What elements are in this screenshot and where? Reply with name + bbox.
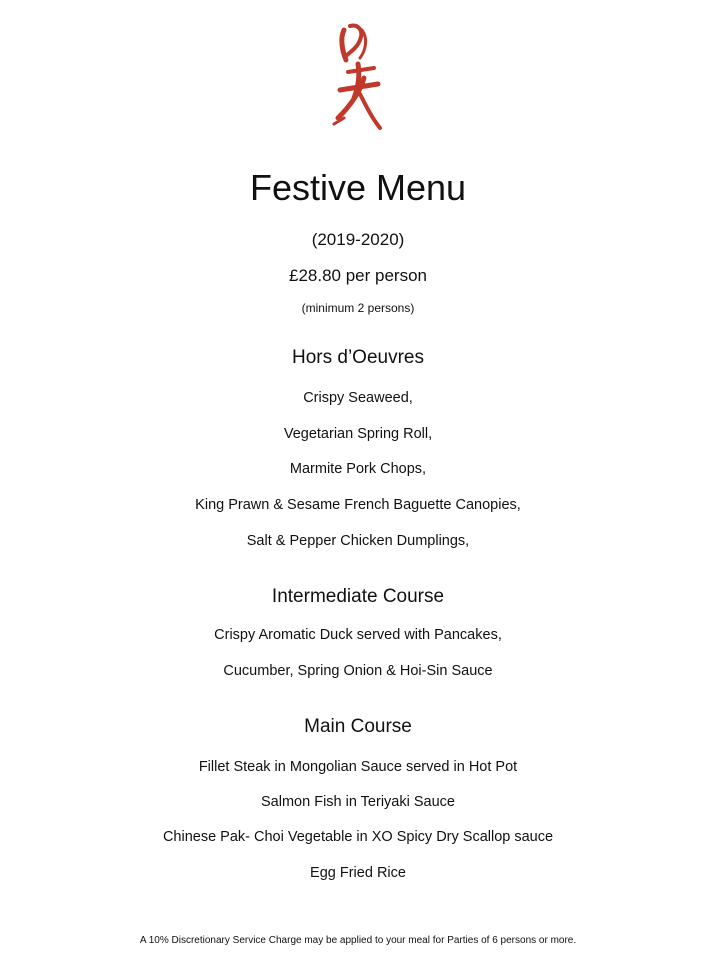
red-calligraphy-logo-icon (324, 20, 394, 142)
menu-minimum: (minimum 2 persons) (301, 301, 415, 315)
menu-item: Egg Fried Rice (310, 865, 406, 881)
section-heading-main-course: Main Course (304, 716, 412, 737)
menu-item: Marmite Pork Chops, (289, 461, 427, 477)
menu-item: Salmon Fish in Teriyaki Sauce (261, 794, 455, 810)
section-heading-hors-doeuvres: Hors d’Oeuvres (292, 347, 424, 368)
menu-item: Crispy Seaweed, (303, 390, 413, 406)
menu-item: Vegetarian Spring Roll, (283, 426, 433, 442)
menu-price: £28.80 per person (289, 266, 427, 285)
menu-item: King Prawn & Sesame French Baguette Canopies, (195, 497, 521, 513)
menu-item: Crispy Aromatic Duck served with Pancakes, (214, 627, 502, 643)
section-heading-intermediate-course: Intermediate Course (271, 586, 445, 607)
menu-title: Festive Menu (249, 167, 467, 208)
menu-item: Salt & Pepper Chicken Dumplings, (246, 533, 470, 549)
menu-item: Fillet Steak in Mongolian Sauce served in Hot Pot (198, 759, 518, 775)
menu-item: Cucumber, Spring Onion & Hoi-Sin Sauce (223, 663, 493, 679)
service-charge-note: A 10% Discretionary Service Charge may be applied to your meal for Parties of 6 persons or more. (139, 935, 577, 946)
menu-item: Chinese Pak- Choi Vegetable in XO Spicy Dry Scallop sauce (162, 829, 554, 845)
menu-years: (2019-2020) (311, 230, 405, 249)
